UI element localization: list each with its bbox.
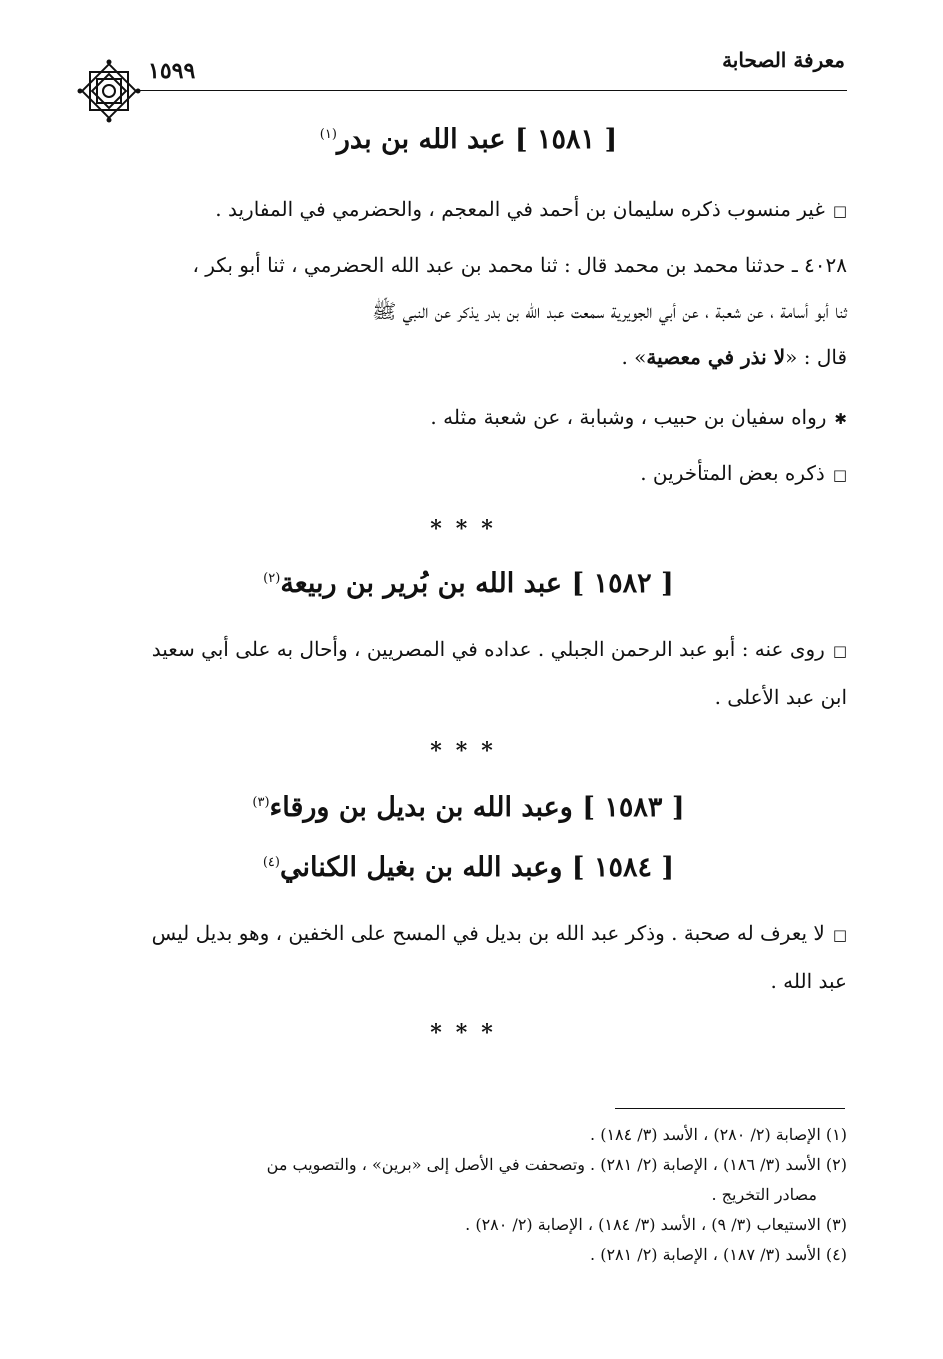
entry-1584-paragraph [90,910,847,1004]
paragraph-line-2: ابن عبد الأعلى . [714,685,847,709]
paragraph-line-1: لا يعرف له صحبة . وذكر عبد الله بن بديل في المسح على الخفين ، وهو بديل ليس [151,921,825,945]
footnote-3: (٣) الاستيعاب (٣/ ٩) ، الأسد (٣/ ١٨٤) ، الإصابة (٢/ ٢٨٠) . [465,1215,847,1234]
page-number: ١٥٩٩ [148,58,196,84]
hadith-line-3-prefix: قال : « [785,345,847,369]
entry-heading-text: [ ١٥٨٤ ] وعبد الله بن بغيل الكناني [279,852,675,883]
section-separator: *** [430,1020,507,1046]
entry-1582-paragraph [90,626,847,720]
entry-heading-text: [ ١٥٨٣ ] وعبد الله بن بديل بن ورقاء [269,792,685,823]
footnote-2-line-2: مصادر التخريج . [711,1185,817,1204]
footnote-1: (١) الإصابة (٢/ ٢٨٠) ، الأسد (٣/ ١٨٤) . [590,1125,847,1144]
paragraph-text: غير منسوب ذكره سليمان بن أحمد في المعجم ، والحضرمي في المفاريد . [215,197,825,221]
header-rule [140,90,847,91]
footnote-rule [615,1108,845,1109]
footnote-marker: (٣) [252,795,270,810]
hadith-line-2: ثنا أبو أسامة ، عن شعبة ، عن أبي الجويرية سمعت عبد الله بن بدر يذكر عن النبي ﷺ [372,299,847,323]
entry-heading-1583 [90,792,847,823]
square-bullet-icon: □ [832,466,847,484]
paragraph-text: ذكره بعض المتأخرين . [640,461,825,485]
square-bullet-icon: □ [832,202,847,220]
square-bullet-icon: □ [832,926,847,944]
entry-heading-1582 [90,568,847,599]
section-separator: *** [430,738,507,764]
entry-heading-text: [ ١٥٨١ ] عبد الله بن بدر [336,124,618,155]
star-ornament-icon [76,58,142,124]
running-header-title: معرفة الصحابة [722,48,845,72]
hadith-line-1: ٤٠٢٨ ـ حدثنا محمد بن محمد قال : ثنا محمد بن عبد الله الحضرمي ، ثنا أبو بكر ، [192,253,847,277]
section-separator: *** [430,516,507,542]
asterisk-bullet-icon: ✱ [834,410,847,428]
footnotes [90,1120,847,1270]
footnote-4: (٤) الأسد (٣/ ١٨٧) ، الإصابة (٢/ ٢٨١) . [590,1245,847,1264]
entry-1581-paragraph-1 [90,186,847,234]
footnote-marker: (٤) [262,855,280,870]
hadith-line-3-suffix: » . [621,345,647,369]
paragraph-text: رواه سفيان بن حبيب ، وشبابة ، عن شعبة مثله . [430,405,827,429]
square-bullet-icon: □ [832,642,847,660]
footnote-marker: (١) [319,127,337,142]
entry-1581-hadith [90,242,847,380]
footnote-marker: (٢) [263,571,281,586]
paragraph-line-2: عبد الله . [770,969,847,993]
entry-1581-paragraph-4 [90,450,847,498]
hadith-line-3 [90,334,847,380]
entry-heading-text: [ ١٥٨٢ ] عبد الله بن بُرير بن ربيعة [280,568,674,599]
hadith-quote: لا نذر في معصية [646,345,786,369]
entry-1581-paragraph-3 [90,394,847,442]
entry-heading-1581 [90,124,847,155]
paragraph-line-1: روى عنه : أبو عبد الرحمن الجبلي . عداده في المصريين ، وأحال به على أبي سعيد [151,637,825,661]
entry-heading-1584 [90,852,847,883]
footnote-2-line-1: (٢) الأسد (٣/ ١٨٦) ، الإصابة (٢/ ٢٨١) . وتصحفت في الأصل إلى «برين» ، والتصويب من [266,1155,847,1174]
